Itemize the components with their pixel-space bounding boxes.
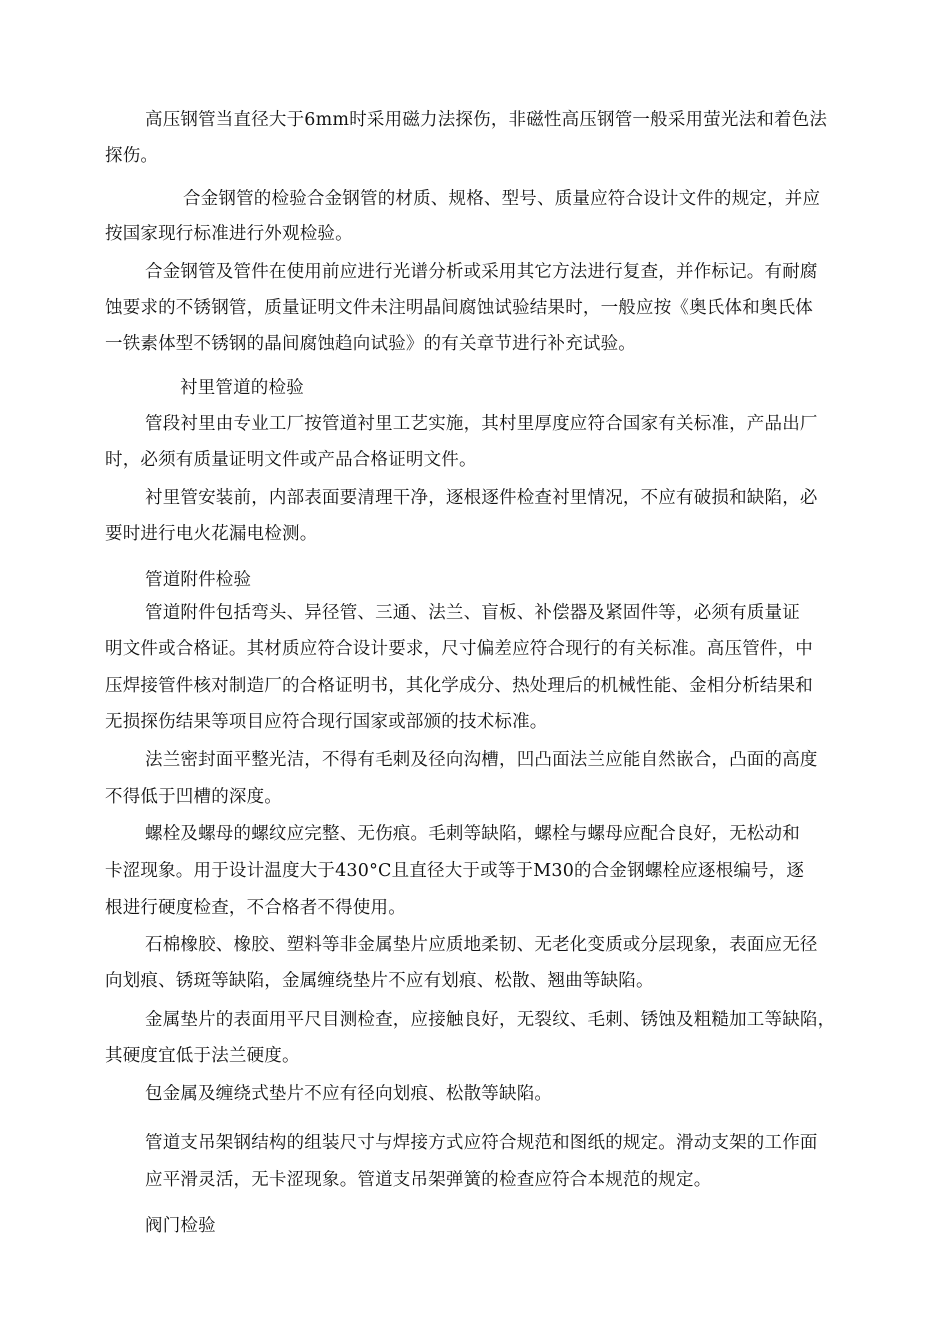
text-line: 应平滑灵活，无卡涩现象。管道支吊架弹簧的检查应符合本规范的规定。 [145, 1170, 712, 1190]
text-line: 金属垫片的表面用平尺目测检查，应接触良好，无裂纹、毛刺、锈蚀及粗糙加工等缺陷， [145, 1010, 836, 1030]
text-line: 压焊接管件核对制造厂的合格证明书，其化学成分、热处理后的机械性能、金相分析结果和 [105, 676, 813, 696]
text-line: 向划痕、锈斑等缺陷，金属缠绕垫片不应有划痕、松散、翘曲等缺陷。 [105, 971, 654, 991]
text-line: 合金钢管的检验合金钢管的材质、规格、型号、质量应符合设计文件的规定，并应 [183, 189, 821, 209]
section-heading: 管道附件检验 [145, 570, 252, 590]
text-line: 蚀要求的不锈钢管，质量证明文件未注明晶间腐蚀试验结果时，一般应按《奥氏体和奥氏体 [105, 298, 813, 318]
text-line: 不得低于凹槽的深度。 [105, 787, 282, 807]
text-line: 法兰密封面平整光洁，不得有毛刺及径向沟槽，凹凸面法兰应能自然嵌合，凸面的高度 [145, 750, 818, 770]
text-line: 要时进行电火花漏电检测。 [105, 524, 318, 544]
text-line: 卡涩现象。用于设计温度大于430°C且直径大于或等于M30的合金钢螺栓应逐根编号，逐 [105, 861, 805, 881]
text-line: 无损探伤结果等项目应符合现行国家或部颁的技术标准。 [105, 712, 548, 732]
text-line: 管道支吊架钢结构的组装尺寸与焊接方式应符合规范和图纸的规定。滑动支架的工作面 [145, 1133, 818, 1153]
text-line: 衬里管安装前，内部表面要清理干净，逐根逐件检查衬里情况，不应有破损和缺陷，必 [145, 488, 818, 508]
text-line: 包金属及缠绕式垫片不应有径向划痕、松散等缺陷。 [145, 1084, 553, 1104]
text-line: 按国家现行标准进行外观检验。 [105, 224, 353, 244]
text-line: 高压钢管当直径大于6mm时采用磁力法探伤，非磁性高压钢管一般采用萤光法和着色法 [145, 110, 828, 130]
text-line: 管道附件包括弯头、异径管、三通、法兰、盲板、补偿器及紧固件等，必须有质量证 [145, 603, 800, 623]
text-line: 石棉橡胶、橡胶、塑料等非金属垫片应质地柔韧、无老化变质或分层现象，表面应无径 [145, 935, 818, 955]
text-line: 其硬度宜低于法兰硬度。 [105, 1046, 300, 1066]
text-line: 管段衬里由专业工厂按管道衬里工艺实施，其村里厚度应符合国家有关标准，产品出厂 [145, 414, 818, 434]
text-line: 一铁素体型不锈钢的晶间腐蚀趋向试验》的有关章节进行补充试验。 [105, 334, 636, 354]
text-line: 螺栓及螺母的螺纹应完整、无伤痕。毛刺等缺陷，螺栓与螺母应配合良好，无松动和 [145, 824, 800, 844]
text-line: 时，必须有质量证明文件或产品合格证明文件。 [105, 450, 477, 470]
section-heading: 衬里管道的检验 [180, 378, 304, 398]
text-line: 探伤。 [105, 146, 159, 166]
text-line: 根进行硬度检查，不合格者不得使用。 [105, 898, 406, 918]
text-line: 合金钢管及管件在使用前应进行光谱分析或采用其它方法进行复查，并作标记。有耐腐 [145, 262, 818, 282]
section-heading: 阀门检验 [145, 1216, 216, 1236]
text-line: 明文件或合格证。其材质应符合设计要求，尺寸偏差应符合现行的有关标准。高压管件，中 [105, 639, 813, 659]
